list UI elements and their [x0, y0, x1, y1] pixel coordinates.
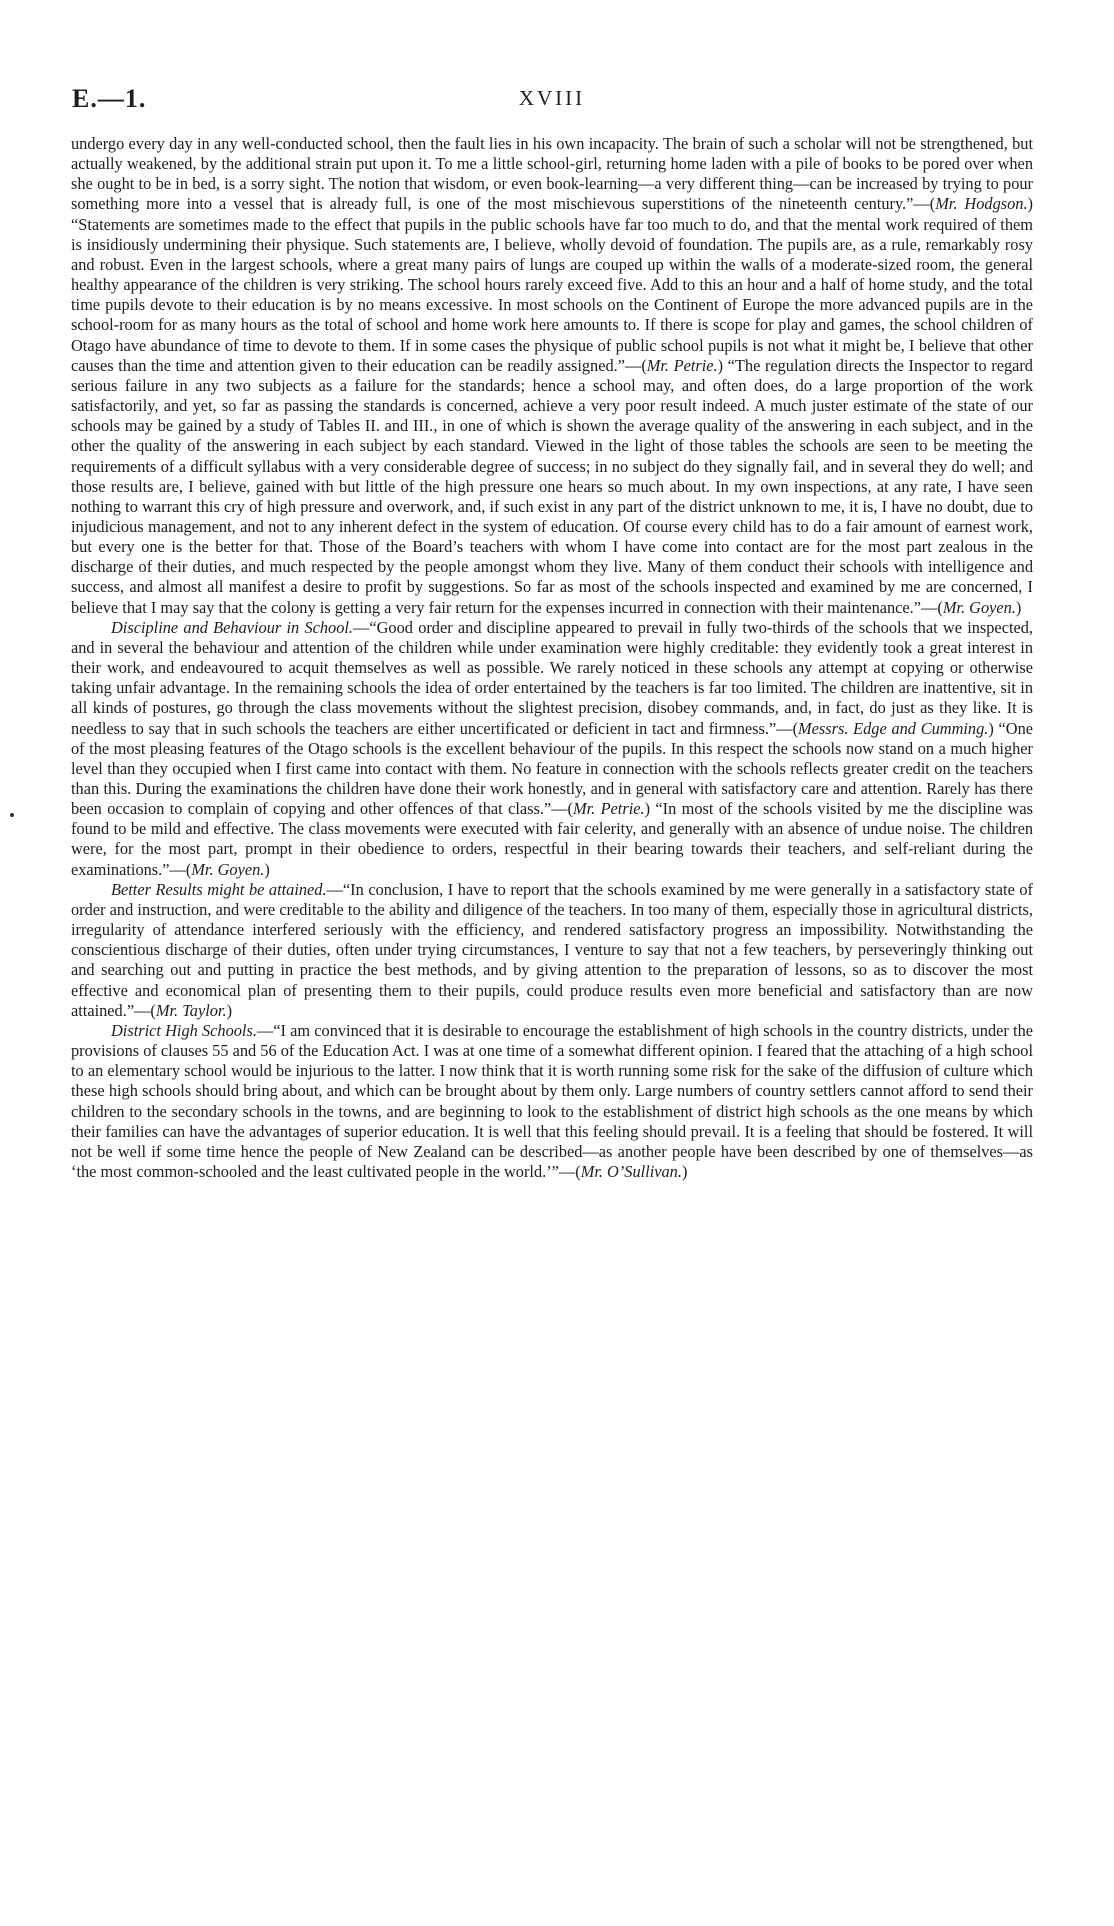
section-heading: Better Results might be attained. — [111, 879, 327, 899]
paragraph-continuation — [71, 134, 1033, 618]
body-text — [71, 134, 1033, 1182]
document-reference: E.—1. — [72, 84, 147, 113]
text-run: ) “One of the most pleasing features of the Otago schools is the excellent behaviour of the pupils. In this respect the schools now stand on a much higher level than they occupied when I first came into contact with them. No feature in connection with the schools reflects greater credit on the teachers than this. During the examinations the children have done their work honestly, and in general with satisfactory care and attention. Rarely has there been occasion to complain of copying and other offences of that class.”—( — [71, 718, 1033, 819]
attribution: Mr. Hodgson. — [935, 194, 1028, 214]
text-run: ) — [681, 1161, 688, 1181]
text-run: ) “Statements are sometimes made to the effect that pupils in the public schools have far too much to do, and that the mental work required of them is insidiously undermining their physique. Such statements are, I believe, wholly devoid of foundation. The pupils are, as a rule, remarkably rosy and robust. Even in the largest schools, where a great many pairs of lungs are couped up within the walls of a moderate-sized room, the general healthy appearance of the children is very striking. The school hours rarely exceed five. Add to this an hour and a half of home study, and the total time pupils devote to their education is by no means excessive. In most schools on the Continent of Europe the more advanced pupils are in the school-room for as many hours as the total of school and home work here amounts to. If there is scope for play and games, the school children of Otago have abundance of time to devote to them. If in some cases the physique of public school pupils is not what it might be, I believe that other causes than the time and attention given to their education can be readily assigned.”—( — [71, 194, 1033, 375]
paragraph-district-high-schools — [71, 1021, 1033, 1182]
text-run: ) “In most of the schools visited by me the discipline was found to be mild and effective. The class movements were executed with fair celerity, and generally with an absence of undue noise. The children were, for the most part, prompt in their obedience to orders, respectful in their bearing towards their teachers, and self-reliant during the examinations.”—( — [71, 799, 1034, 879]
text-run: —“I am convinced that it is desirable to encourage the establishment of high schools in the country districts, under the provisions of clauses 55 and 56 of the Education Act. I was at one time of a somewhat different opinion. I feared that the attaching of a high school to an elementary school would be injurious to the latter. I now think that it is worth running some risk for the sake of the diffusion of culture which these high schools should bring about, and which can be brought about by them only. Large numbers of country settlers cannot afford to send their children to the secondary schools in the towns, and are beginning to look to the establishment of district high schools as the one means by which their families can have the advantages of superior education. It is well that this feeling should prevail. It is a feeling that should be fostered. It will not be well if some time hence the people of New Zealand can be described—as another people have been described by one of themselves—as ‘the most common-schooled and the least cultivated people in the world.’”—( — [71, 1020, 1033, 1181]
attribution: Mr. O’Sullivan. — [580, 1161, 682, 1181]
text-run: —“In conclusion, I have to report that the schools examined by me were generally in a satisfactory state of order and instruction, and were creditable to the ability and diligence of the teachers. In too many of them, especially those in agricultural districts, irregularity of attendance interfered seriously with the efficiency, and rendered satisfactory progress an impossibility. Notwithstanding the conscientious discharge of their duties, often under trying circumstances, I venture to say that not a few teachers, by perseveringly thinking out and searching out and putting in practice the best methods, and by giving attention to the preparation of lessons, so as to discover the most effective and economical plan of presenting them to their pupils, could produce results even more beneficial and satisfactory than are now attained.”—( — [71, 879, 1033, 1020]
attribution: Mr. Petrie. — [572, 799, 645, 819]
text-run: ) — [226, 1000, 233, 1020]
section-heading: District High Schools. — [111, 1020, 257, 1040]
text-run: undergo every day in any well-conducted school, then the fault lies in his own incapacity. The brain of such a scholar will not be strengthened, but actually weakened, by the additional strain put upon it. To me a little school-girl, returning home laden with a pile of books to be pored over when she ought to be in bed, is a sorry sight. The notion that wisdom, or even book-learning—a very different thing—can be increased by trying to pour something more into a vessel that is already full, is one of the most mischievous superstitions of the nineteenth century.”—( — [71, 134, 1033, 214]
attribution: Mr. Petrie. — [646, 355, 718, 375]
text-run: ) — [264, 859, 270, 879]
margin-mark — [10, 813, 14, 817]
attribution: Mr. Goyen. — [942, 597, 1016, 617]
page-number: XVIII — [518, 86, 586, 110]
text-run: ) “The regulation directs the Inspector to regard serious failure in any two subjects as a failure for the standards; hence a school may, and often does, do a large proportion of the work satisfactorily, and yet, so far as passing the standards is concerned, achieve a very poor result indeed. A much juster estimate of the state of our schools may be gained by a study of Tables II. and III., in one of which is shown the average quality of the answering in each subject, and in the other the quality of the answering in each subject by each standard. Viewed in the light of those tables the schools are seen to be meeting the requirements of a difficult syllabus with a very considerable degree of success; in no subject do they signally fail, and in several they do well; and those results are, I believe, gained with but little of the high pressure one hears so much about. In my own inspections, at any rate, I have seen nothing to warrant this cry of high pressure and overwork, and, if such exist in any part of the district unknown to me, it is, I have no doubt, due to injudicious management, and not to any inherent defect in the system of education. Of course every child has to do a fair amount of earnest work, but every one is the better for that. Those of the Board’s teachers with whom I have come into contact are for the most part zealous in the discharge of their duties, and much respected by the people amongst whom they live. Many of them conduct their schools with intelligence and success, and almost all manifest a desire to profit by suggestions. So far as most of the schools inspected and examined by me are concerned, I believe that I may say that the colony is getting a very fair return for the expenses incurred in connection with their maintenance.”—( — [71, 355, 1033, 617]
page-header — [72, 84, 1032, 118]
section-heading: Discipline and Behaviour in School. — [111, 617, 354, 637]
paragraph-discipline — [71, 618, 1033, 880]
text-run: ) — [1015, 597, 1022, 617]
attribution: Mr. Taylor. — [155, 1000, 227, 1020]
attribution: Messrs. Edge and Cumming. — [798, 718, 989, 738]
attribution: Mr. Goyen. — [191, 859, 265, 879]
paragraph-better-results — [71, 880, 1033, 1021]
text-run: —“Good order and discipline appeared to prevail in fully two-thirds of the schools that we inspected, and in several the behaviour and attention of the children while under examination were highly creditable: they evidently took a great interest in their work, and endeavoured to acquit themselves as well as possible. We rarely noticed in these schools any attempt at copying or otherwise taking unfair advantage. In the remaining schools the idea of order entertained by the teachers is far too limited. The children are inattentive, sit in all kinds of postures, go through the class movements without the slightest precision, disobey commands, and, in fact, do just as they like. It is needless to say that in such schools the teachers are either uncertificated or deficient in tact and firmness.”—( — [71, 617, 1033, 738]
